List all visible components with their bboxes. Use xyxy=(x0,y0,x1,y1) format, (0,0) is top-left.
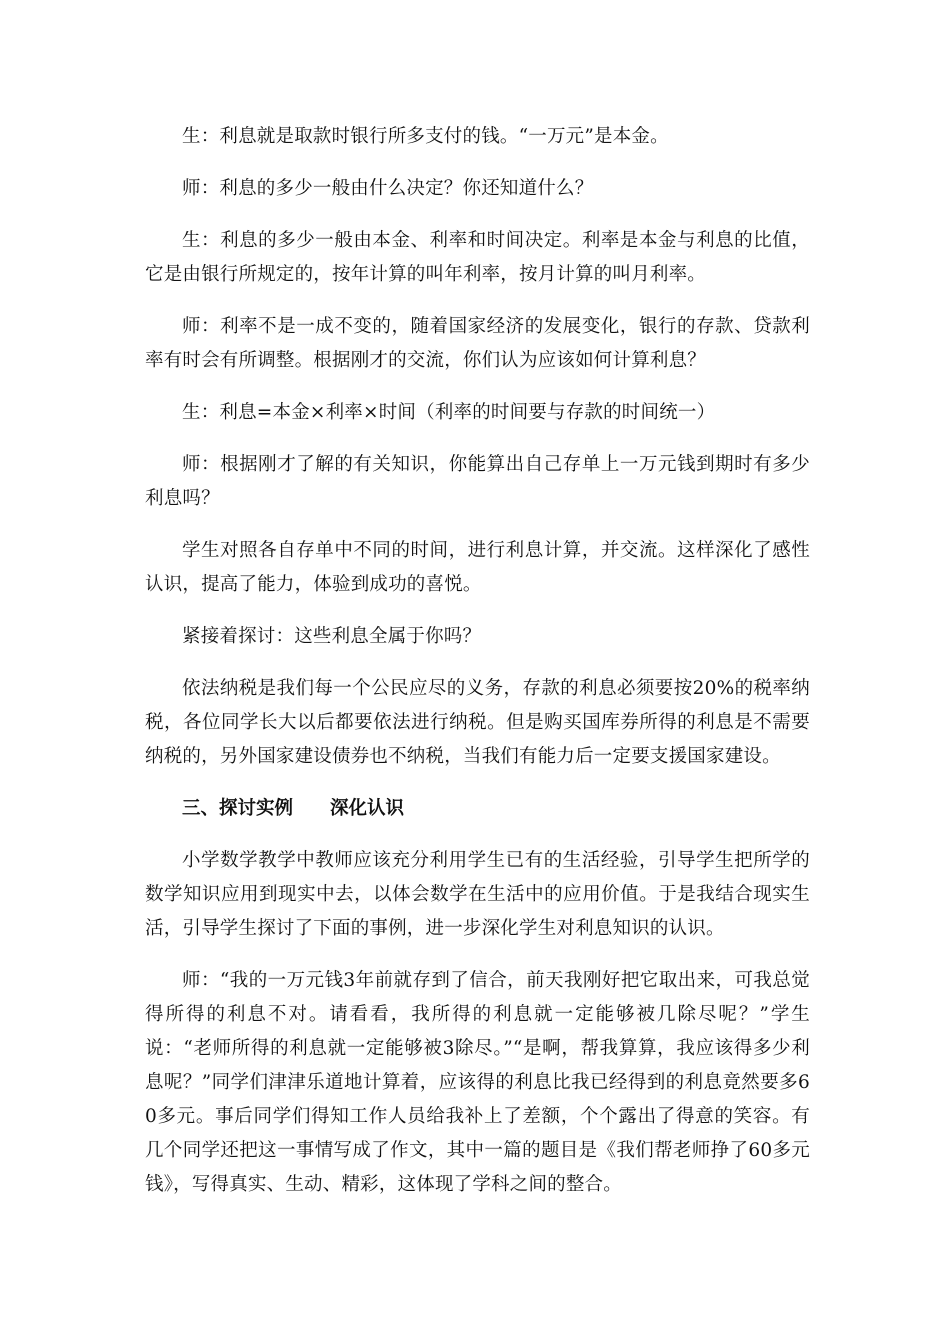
paragraph-students-compute: 学生对照各自存单中不同的时间，进行利息计算，并交流。这样深化了感性认识，提高了能力，体验到成功的喜悦。 xyxy=(145,540,810,595)
paragraph-teacher-calculate-prompt: 师：根据刚才了解的有关知识，你能算出自己存单上一万元钱到期时有多少利息吗？ xyxy=(145,454,810,509)
document-body xyxy=(145,120,810,1220)
paragraph-section-intro: 小学数学教学中教师应该充分利用学生已有的生活经验，引导学生把所学的数学知识应用到现实中去，以体会数学在生活中的应用价值。于是我结合现实生活，引导学生探讨了下面的事例，进一步深化学生对利息知识的认识。 xyxy=(145,850,810,939)
paragraph-student-interest-definition: 生：利息就是取款时银行所多支付的钱。“一万元”是本金。 xyxy=(182,126,669,147)
paragraph-explore-question: 紧接着探讨：这些利息全属于你吗？ xyxy=(182,626,482,647)
paragraph-tax-duty: 依法纳税是我们每一个公民应尽的义务，存款的利息必须要按20%的税率纳税，各位同学长大以后都要依法进行纳税。但是购买国库券所得的利息是不需要纳税的，另外国家建设债券也不纳税，当我们有能力后一定要支援国家建设。 xyxy=(145,678,810,767)
paragraph-teacher-story: 师：“我的一万元钱3年前就存到了信合，前天我刚好把它取出来，可我总觉得所得的利息不对。请看看，我所得的利息就一定能够被几除尽呢？”学生说：“老师所得的利息就一定能够被3除尽。”“是啊，帮我算算，我应该得多少利息呢？”同学们津津乐道地计算着，应该得的利息比我已经得到的利息竟然要多60多元。事后同学们得知工作人员给我补上了差额，个个露出了得意的笑容。有几个同学还把这一事情写成了作文，其中一篇的题目是《我们帮老师挣了60多元钱》，写得真实、生动、精彩，这体现了学科之间的整合。 xyxy=(145,970,810,1195)
paragraph-student-factors-answer: 生：利息的多少一般由本金、利率和时间决定。利率是本金与利息的比值，它是由银行所规定的，按年计算的叫年利率，按月计算的叫月利率。 xyxy=(145,230,810,285)
paragraph-teacher-question-factors: 师：利息的多少一般由什么决定？你还知道什么？ xyxy=(182,178,594,199)
section-heading: 三、探讨实例 深化认识 xyxy=(182,798,405,819)
paragraph-student-formula: 生：利息=本金×利率×时间（利率的时间要与存款的时间统一） xyxy=(182,402,716,423)
paragraph-teacher-rate-changes: 师：利率不是一成不变的，随着国家经济的发展变化，银行的存款、贷款利率有时会有所调整。根据刚才的交流，你们认为应该如何计算利息？ xyxy=(145,316,810,371)
